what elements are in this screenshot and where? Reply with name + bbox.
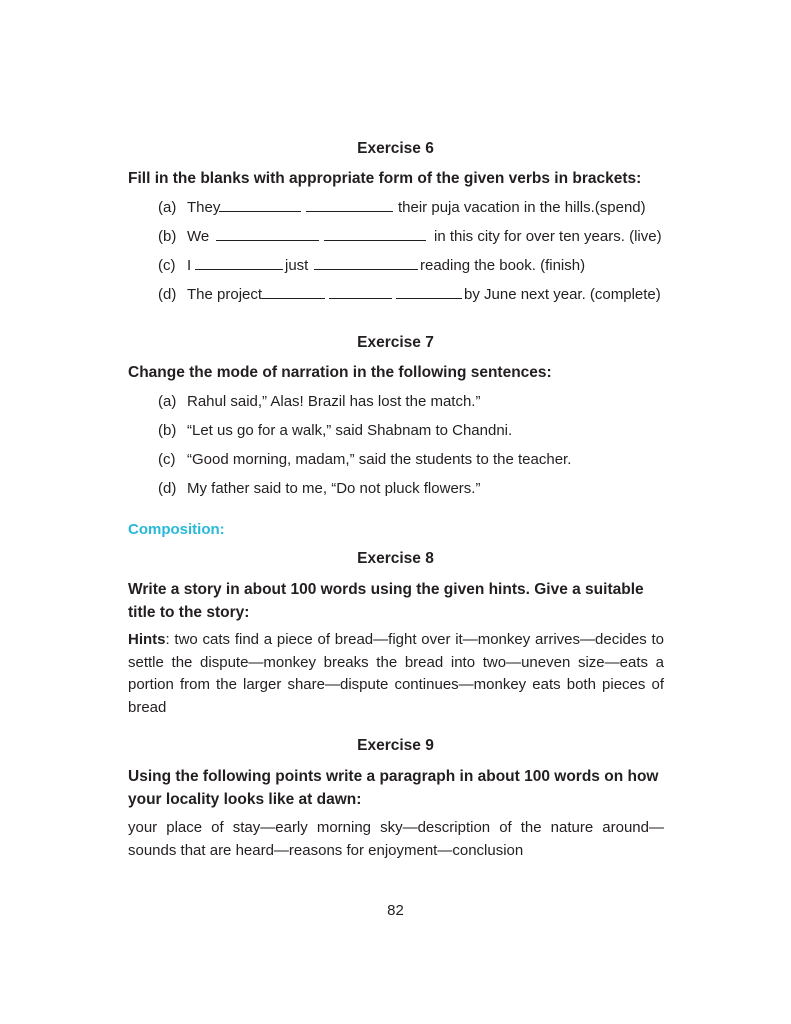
exercise-9-title: Exercise 9 bbox=[357, 737, 434, 754]
item-text: “Good morning, madam,” said the students to the teacher. bbox=[187, 451, 572, 468]
item-label: (d) bbox=[158, 286, 177, 303]
exercise-8-title: Exercise 8 bbox=[357, 550, 434, 567]
item-text-post: by June next year. (complete) bbox=[464, 286, 661, 303]
exercise-7-instruction: Change the mode of narration in the following sentences: bbox=[128, 364, 552, 381]
exercise-6-item-b bbox=[158, 228, 678, 248]
blank-line bbox=[262, 286, 325, 299]
item-label: (c) bbox=[158, 451, 176, 468]
item-label: (a) bbox=[158, 199, 177, 216]
item-label: (b) bbox=[158, 422, 177, 439]
exercise-7-item-d bbox=[158, 480, 481, 497]
hints-label: Hints bbox=[128, 631, 166, 648]
item-text-pre: We bbox=[187, 228, 210, 245]
item-text-pre: The project bbox=[187, 286, 263, 303]
item-text-post: in this city for over ten years. (live) bbox=[434, 228, 662, 245]
exercise-9-points: your place of stay—early morning sky—description of the nature around—sounds that are heard—reasons for enjoyment—conclusion bbox=[128, 819, 664, 859]
exercise-6-item-a bbox=[158, 199, 678, 219]
item-text-pre: They bbox=[187, 199, 221, 216]
exercise-7-item-a bbox=[158, 393, 481, 410]
exercise-6-title: Exercise 6 bbox=[357, 140, 434, 157]
exercise-8-hints bbox=[128, 629, 664, 719]
item-label: (d) bbox=[158, 480, 177, 497]
item-text: Rahul said,” Alas! Brazil has lost the match.” bbox=[187, 393, 481, 410]
blank-line bbox=[314, 257, 418, 270]
exercise-7-item-c bbox=[158, 451, 572, 468]
item-text: “Let us go for a walk,” said Shabnam to Chandni. bbox=[187, 422, 513, 439]
item-text-post: their puja vacation in the hills.(spend) bbox=[398, 199, 646, 216]
item-label: (b) bbox=[158, 228, 177, 245]
exercise-7-item-b bbox=[158, 422, 513, 439]
blank-line bbox=[306, 199, 393, 212]
blank-line bbox=[219, 199, 301, 212]
exercise-6-item-c bbox=[158, 257, 678, 277]
item-label: (c) bbox=[158, 257, 176, 274]
blank-line bbox=[324, 228, 426, 241]
blank-line bbox=[396, 286, 462, 299]
exercise-8-instruction: Write a story in about 100 words using the given hints. Give a suitable title to the story: bbox=[128, 581, 644, 621]
blank-line bbox=[216, 228, 319, 241]
hints-text: : two cats find a piece of bread—fight over it—monkey arrives—decides to settle the dispute—monkey breaks the bread into two—uneven size—eats a portion from the larger share—dispute continues—monkey eats both pieces of bread bbox=[128, 631, 664, 716]
item-text-post: reading the book. (finish) bbox=[420, 257, 586, 274]
item-text-mid: just bbox=[285, 257, 309, 274]
blank-line bbox=[195, 257, 283, 270]
exercise-6-instruction: Fill in the blanks with appropriate form of the given verbs in brackets: bbox=[128, 170, 642, 187]
item-text-pre: I bbox=[187, 257, 192, 274]
blank-line bbox=[329, 286, 392, 299]
page-number: 82 bbox=[387, 902, 404, 919]
composition-heading: Composition: bbox=[128, 521, 225, 538]
exercise-6-item-d bbox=[158, 286, 678, 306]
exercise-7-title: Exercise 7 bbox=[357, 334, 434, 351]
exercise-9-instruction: Using the following points write a paragraph in about 100 words on how your locality looks like at dawn: bbox=[128, 768, 659, 808]
item-text: My father said to me, “Do not pluck flowers.” bbox=[187, 480, 481, 497]
item-label: (a) bbox=[158, 393, 177, 410]
